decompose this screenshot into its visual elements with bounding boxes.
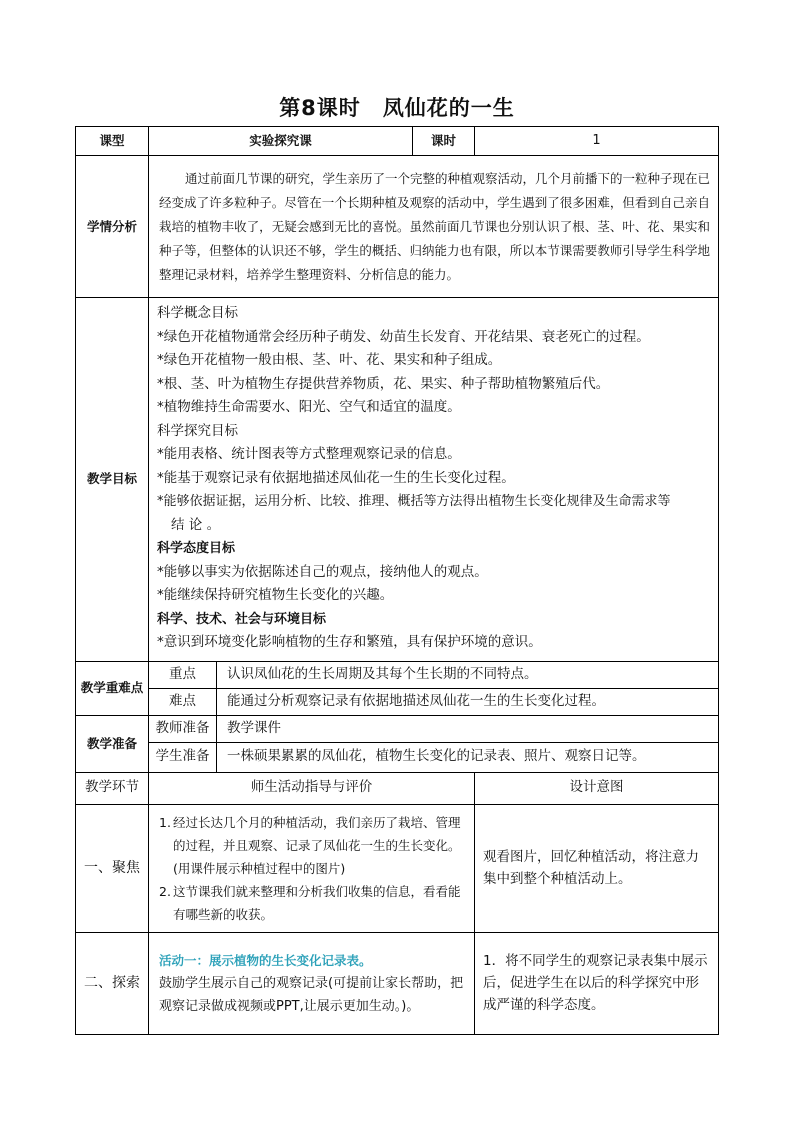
attitude-item: *能继续保持研究植物生长变化的兴趣。 <box>157 587 394 603</box>
preparation-label: 教学准备 <box>76 715 149 772</box>
concept-heading: 科学概念目标 <box>157 305 238 321</box>
stage2-activity <box>149 932 475 1034</box>
analysis-label: 学情分析 <box>76 156 149 298</box>
analysis-cell <box>149 156 719 298</box>
teacher-prep-row <box>76 715 719 742</box>
goals-cell <box>149 298 719 662</box>
concept-item: *绿色开花植物通常会经历种子萌发、幼苗生长发育、开花结果、衰老死亡的过程。 <box>157 328 650 345</box>
stage1-label: 一、聚焦 <box>76 804 149 932</box>
attitude-item: *能够以事实为依据陈述自己的观点，接纳他人的观点。 <box>157 563 488 580</box>
header-row <box>76 127 719 156</box>
lesson-number: 第8课时 <box>279 96 361 120</box>
stage2-row <box>76 932 719 1034</box>
course-type-value: 实验探究课 <box>149 127 413 156</box>
stage1-intent: 观看图片，回忆种植活动，将注意力集中到整个种植活动上。 <box>475 804 719 932</box>
goals-row <box>76 298 719 662</box>
student-prep-label: 学生准备 <box>149 742 217 772</box>
inquiry-heading: 科学探究目标 <box>157 422 238 439</box>
inquiry-item: *能基于观察记录有依据地描述凤仙花一生的生长变化过程。 <box>157 469 515 486</box>
attitude-heading: 科学态度目标 <box>157 541 236 556</box>
page-title <box>0 92 794 122</box>
process-header-row <box>76 772 719 804</box>
stage1-activity <box>149 804 475 932</box>
list-item: 2. 这节课我们就来整理和分析我们收集的信息，看看能有哪些新的收获。 <box>159 883 461 922</box>
stage-header: 教学环节 <box>76 772 149 804</box>
inquiry-item: *能够依据证据，运用分析、比较、推理、概括等方法得出植物生长变化规律及生命需求等 <box>157 494 671 509</box>
activity-text: 鼓励学生展示自己的观察记录(可提前让家长帮助，把观察记录做成视频或PPT,让展示更加生动。)。 <box>159 975 464 1014</box>
stage1-row <box>76 804 719 932</box>
class-hours-value: 1 <box>475 127 719 156</box>
key-text: 认识凤仙花的生长周期及其每个生长期的不同特点。 <box>217 661 719 688</box>
key-points-label: 教学重难点 <box>76 661 149 715</box>
activity-header: 师生活动指导与评价 <box>149 772 475 804</box>
concept-item: *植物维持生命需要水、阳光、空气和适宜的温度。 <box>157 399 461 415</box>
stage2-label: 二、探索 <box>76 932 149 1034</box>
difficult-text: 能通过分析观察记录有依据地描述凤仙花一生的生长变化过程。 <box>217 688 719 715</box>
activity-title: 活动一：展示植物的生长变化记录表。 <box>159 952 372 968</box>
course-type-label: 课型 <box>76 127 149 156</box>
stage2-intent: 1．将不同学生的观察记录表集中展示后，促进学生在以后的科学探究中形成严谨的科学态度。 <box>475 932 719 1034</box>
student-prep-text: 一株硕果累累的凤仙花，植物生长变化的记录表、照片、观察日记等。 <box>217 742 719 772</box>
inquiry-item-continued: 结 论 。 <box>171 516 221 533</box>
teacher-prep-label: 教师准备 <box>149 715 217 742</box>
key-label: 重点 <box>149 661 217 688</box>
key-point-row <box>76 661 719 688</box>
teacher-prep-text: 教学课件 <box>217 715 719 742</box>
concept-item: *绿色开花植物一般由根、茎、叶、花、果实和种子组成。 <box>157 352 502 368</box>
analysis-text: 通过前面几节课的研究，学生亲历了一个完整的种植观察活动，几个月前播下的一粒种子现在已经变成了许多粒种子。尽管在一个长期种植及观察的活动中，学生遇到了很多困难，但看到自己亲自栽培的植物丰收了，无疑会感到无比的喜悦。虽然前面几节课也分别认识了根、茎、叶、花、果实和种子等，但整体的认识还不够，学生的概括、归纳能力也有限，所以本节课需要教师引导学生科学地整理记录材料，培养学生整理资料、分析信息的能力。 <box>159 170 711 282</box>
concept-item: *根、茎、叶为植物生存提供营养物质，花、果实、种子帮助植物繁殖后代。 <box>157 375 610 392</box>
student-prep-row <box>76 742 719 772</box>
difficult-label: 难点 <box>149 688 217 715</box>
analysis-row <box>76 156 719 298</box>
sts-item: *意识到环境变化影响植物的生存和繁殖，具有保护环境的意识。 <box>157 634 542 650</box>
difficult-point-row <box>76 688 719 715</box>
sts-heading: 科学、技术、社会与环境目标 <box>157 611 327 627</box>
class-hours-label: 课时 <box>413 127 475 156</box>
goals-label: 教学目标 <box>76 298 149 662</box>
lesson-name: 凤仙花的一生 <box>382 96 515 120</box>
intent-header: 设计意图 <box>475 772 719 804</box>
lesson-plan-table <box>75 126 719 1035</box>
list-item: 1. 经过长达几个月的种植活动，我们亲历了栽培、管理的过程，并且观察、记录了凤仙花一生的生长变化。(用课件展示种植过程中的图片) <box>159 814 461 876</box>
inquiry-item: *能用表格、统计图表等方式整理观察记录的信息。 <box>157 446 461 462</box>
